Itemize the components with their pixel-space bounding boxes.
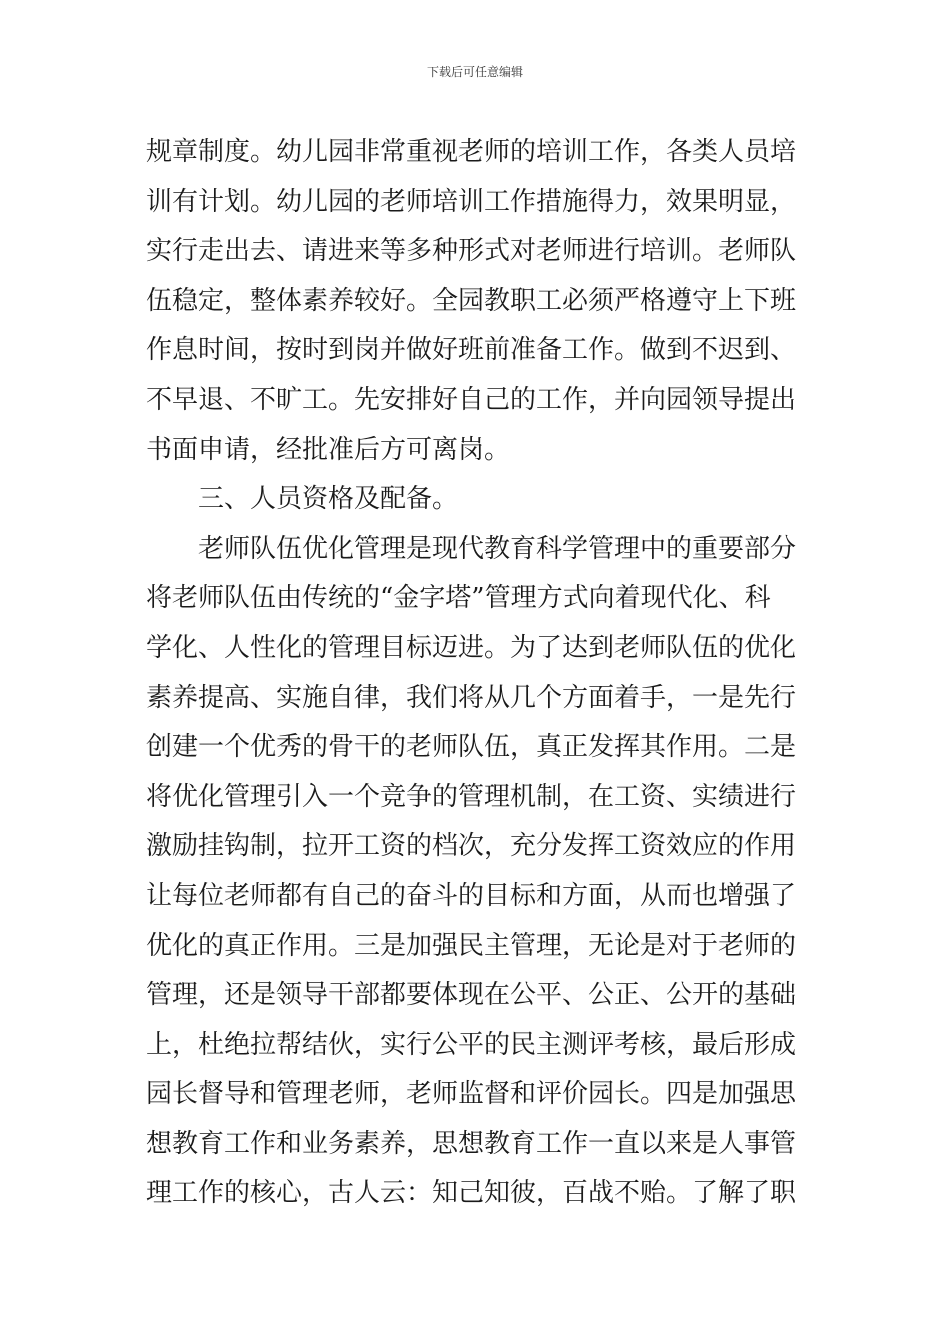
text-line: 将老师队伍由传统的“金字塔”管理方式向着现代化、科: [146, 583, 771, 614]
text-line: 素养提高、实施自律，我们将从几个方面着手，一是先行: [146, 682, 797, 713]
text-line: 老师队伍优化管理是现代教育科学管理中的重要部分: [198, 533, 797, 564]
page-header: 下载后可任意编辑: [426, 65, 523, 79]
text-line: 激励挂钩制，拉开工资的档次，充分发挥工资效应的作用: [146, 831, 797, 862]
text-line: 实行走出去、请进来等多种形式对老师进行培训。老师队: [146, 236, 797, 267]
text-line: 想教育工作和业务素养，思想教育工作一直以来是人事管: [146, 1128, 797, 1159]
text-line: 作息时间，按时到岗并做好班前准备工作。做到不迟到、: [146, 335, 797, 366]
text-line: 将优化管理引入一个竞争的管理机制，在工资、实绩进行: [146, 781, 797, 812]
text-line: 上，杜绝拉帮结伙，实行公平的民主测评考核，最后形成: [146, 1029, 797, 1060]
text-line: 训有计划。幼儿园的老师培训工作措施得力，效果明显，: [146, 186, 797, 217]
document-body: [146, 128, 806, 1219]
text-line: 创建一个优秀的骨干的老师队伍，真正发挥其作用。二是: [146, 732, 797, 763]
text-line: 理工作的核心，古人云：知己知彼，百战不贻。了解了职: [146, 1178, 797, 1209]
text-line: 园长督导和管理老师，老师监督和评价园长。四是加强思: [146, 1079, 797, 1110]
text-line: 优化的真正作用。三是加强民主管理，无论是对于老师的: [146, 930, 797, 961]
text-line: 管理，还是领导干部都要体现在公平、公正、公开的基础: [146, 980, 797, 1011]
text-line: 规章制度。幼儿园非常重视老师的培训工作，各类人员培: [146, 137, 797, 167]
text-line: 学化、人性化的管理目标迈进。为了达到老师队伍的优化: [146, 632, 797, 663]
text-line: 让每位老师都有自己的奋斗的目标和方面，从而也增强了: [146, 880, 797, 911]
text-line: 伍稳定，整体素养较好。全园教职工必须严格遵守上下班: [146, 285, 797, 316]
text-line: 不早退、不旷工。先安排好自己的工作，并向园领导提出: [146, 384, 797, 415]
text-line: 书面申请，经批准后方可离岗。: [146, 434, 511, 465]
text-line: 三、人员资格及配备。: [198, 484, 459, 515]
